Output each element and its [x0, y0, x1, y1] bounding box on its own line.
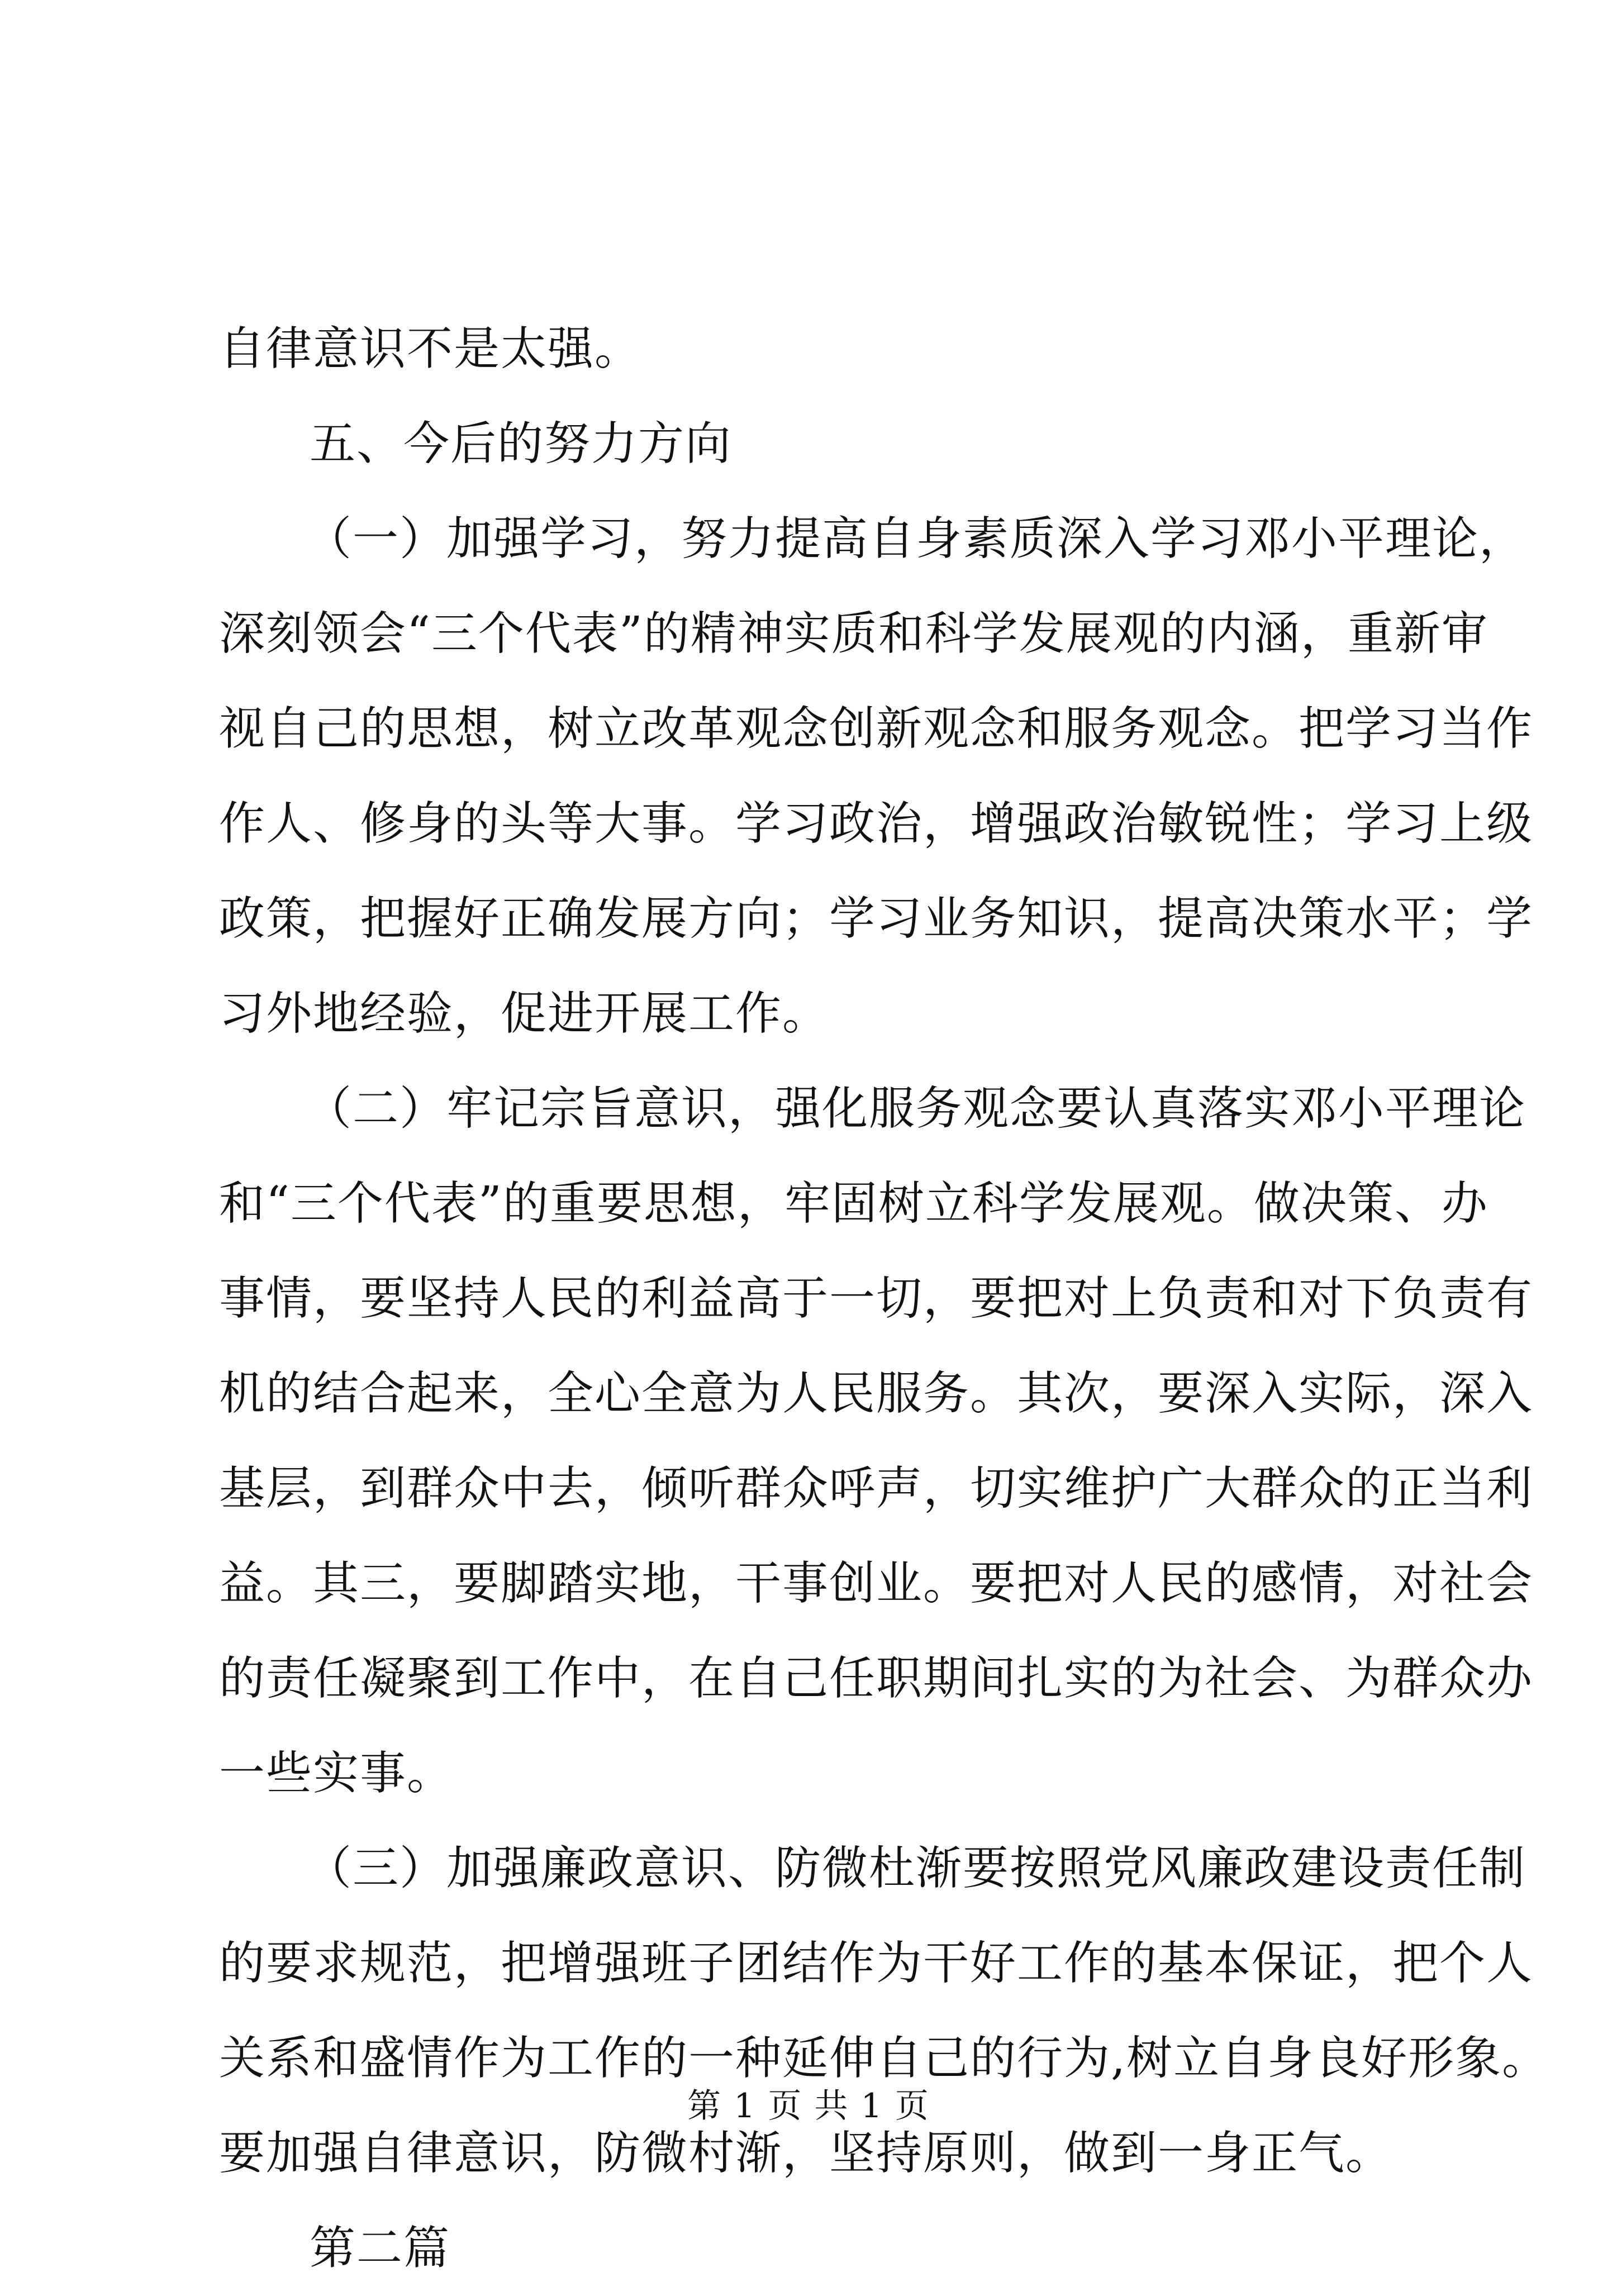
part-heading: 第二篇: [310, 2222, 451, 2275]
paragraph-1-line: 深刻领会“三个代表”的精神实质和科学发展观的内涵，重新审: [219, 607, 1488, 660]
paragraph-3-line: 关系和盛情作为工作的一种延伸自己的行为,树立自身良好形象。: [219, 2032, 1549, 2085]
paragraph-1-line: 视自己的思想，树立改革观念创新观念和服务观念。把学习当作: [219, 702, 1534, 755]
paragraph-3-line: 的要求规范，把增强班子团结作为干好工作的基本保证，把个人: [219, 1937, 1534, 1990]
paragraph-2-line: 基层，到群众中去，倾听群众呼声，切实维护广大群众的正当利: [219, 1462, 1534, 1515]
paragraph-3-line: 要加强自律意识，防微村渐，坚持原则，做到一身正气。: [219, 2127, 1393, 2180]
paragraph-2-line: 益。其三，要脚踏实地，干事创业。要把对人民的感情，对社会: [219, 1557, 1534, 1610]
paragraph-1-line: 政策，把握好正确发展方向；学习业务知识，提高决策水平；学: [219, 892, 1534, 945]
paragraph-2-line: 的责任凝聚到工作中，在自己任职期间扎实的为社会、为群众办: [219, 1652, 1534, 1705]
paragraph-1-line: 作人、修身的头等大事。学习政治，增强政治敏锐性；学习上级: [219, 797, 1534, 850]
paragraph-3-line: （三）加强廉政意识、防微杜渐要按照党风廉政建设责任制: [306, 1842, 1526, 1895]
text-line: 自律意识不是太强。: [219, 322, 642, 375]
section-heading: 五、今后的努力方向: [310, 417, 733, 470]
paragraph-1-line: 习外地经验，促进开展工作。: [219, 987, 830, 1040]
paragraph-2-line: 一些实事。: [219, 1747, 454, 1800]
paragraph-2-line: 和“三个代表”的重要思想，牢固树立科学发展观。做决策、办: [219, 1177, 1488, 1230]
page-footer: 第 1 页 共 1 页: [687, 2087, 930, 2126]
document-body: [219, 302, 1549, 2296]
paragraph-1-line: （一）加强学习，努力提高自身素质深入学习邓小平理论，: [306, 512, 1526, 565]
paragraph-2-line: 事情，要坚持人民的利益高于一切，要把对上负责和对下负责有: [219, 1272, 1534, 1325]
paragraph-2-line: （二）牢记宗旨意识，强化服务观念要认真落实邓小平理论: [306, 1082, 1526, 1135]
paragraph-2-line: 机的结合起来，全心全意为人民服务。其次，要深入实际，深入: [219, 1367, 1534, 1420]
